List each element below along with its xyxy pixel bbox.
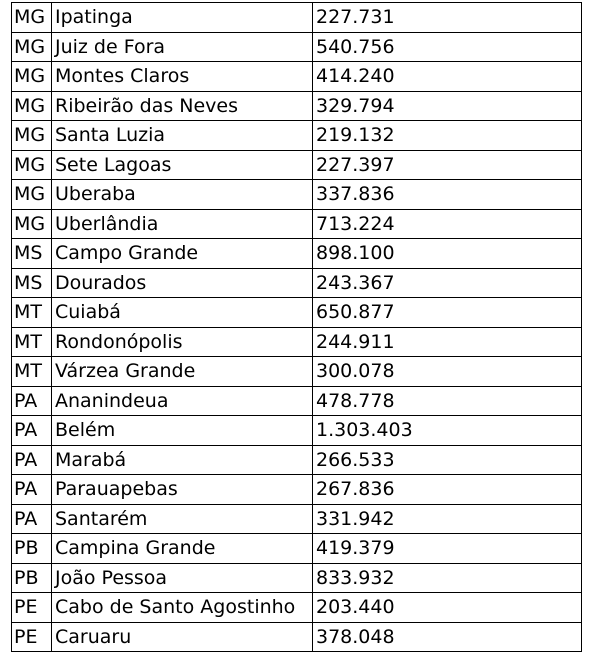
population-cell[interactable]: 219.132 (313, 121, 582, 151)
city-cell[interactable]: Montes Claros (52, 62, 313, 92)
table-row[interactable] (12, 91, 582, 121)
table-row[interactable] (12, 121, 582, 151)
table-row[interactable] (12, 62, 582, 92)
table-row[interactable] (12, 475, 582, 505)
state-cell[interactable]: MG (12, 209, 52, 239)
state-cell[interactable]: MG (12, 150, 52, 180)
city-cell[interactable]: Caruaru (52, 622, 313, 652)
table-row[interactable] (12, 239, 582, 269)
table-row[interactable] (12, 327, 582, 357)
state-cell[interactable]: MS (12, 268, 52, 298)
city-cell[interactable]: Ribeirão das Neves (52, 91, 313, 121)
city-cell[interactable]: Santarém (52, 504, 313, 534)
state-cell[interactable]: PA (12, 416, 52, 446)
state-cell[interactable]: PE (12, 593, 52, 623)
table-row[interactable] (12, 386, 582, 416)
table-row[interactable] (12, 357, 582, 387)
state-cell[interactable]: MG (12, 91, 52, 121)
table-row[interactable] (12, 622, 582, 652)
table-row[interactable] (12, 150, 582, 180)
population-cell[interactable]: 227.731 (313, 3, 582, 33)
population-cell[interactable]: 203.440 (313, 593, 582, 623)
table-row[interactable] (12, 180, 582, 210)
state-cell[interactable]: PA (12, 475, 52, 505)
population-cell[interactable]: 414.240 (313, 62, 582, 92)
population-cell[interactable]: 337.836 (313, 180, 582, 210)
state-cell[interactable]: MG (12, 62, 52, 92)
population-cell[interactable]: 244.911 (313, 327, 582, 357)
table-row[interactable] (12, 32, 582, 62)
city-cell[interactable]: Uberlândia (52, 209, 313, 239)
population-cell[interactable]: 329.794 (313, 91, 582, 121)
state-cell[interactable]: MG (12, 32, 52, 62)
state-cell[interactable]: MG (12, 3, 52, 33)
state-cell[interactable]: PA (12, 445, 52, 475)
table-row[interactable] (12, 3, 582, 33)
table-row[interactable] (12, 563, 582, 593)
city-cell[interactable]: Dourados (52, 268, 313, 298)
population-cell[interactable]: 650.877 (313, 298, 582, 328)
city-cell[interactable]: Marabá (52, 445, 313, 475)
table-row[interactable] (12, 209, 582, 239)
city-cell[interactable]: Santa Luzia (52, 121, 313, 151)
population-cell[interactable]: 1.303.403 (313, 416, 582, 446)
population-cell[interactable]: 898.100 (313, 239, 582, 269)
state-cell[interactable]: MT (12, 327, 52, 357)
city-cell[interactable]: Uberaba (52, 180, 313, 210)
state-cell[interactable]: MS (12, 239, 52, 269)
table-row[interactable] (12, 416, 582, 446)
state-cell[interactable]: PE (12, 622, 52, 652)
table-row[interactable] (12, 534, 582, 564)
population-cell[interactable]: 833.932 (313, 563, 582, 593)
table-row[interactable] (12, 268, 582, 298)
state-cell[interactable]: MG (12, 121, 52, 151)
table-row[interactable] (12, 593, 582, 623)
population-cell[interactable]: 713.224 (313, 209, 582, 239)
population-cell[interactable]: 243.367 (313, 268, 582, 298)
city-cell[interactable]: João Pessoa (52, 563, 313, 593)
state-cell[interactable]: PB (12, 563, 52, 593)
state-cell[interactable]: PA (12, 504, 52, 534)
city-cell[interactable]: Ipatinga (52, 3, 313, 33)
city-cell[interactable]: Campina Grande (52, 534, 313, 564)
table-row[interactable] (12, 445, 582, 475)
city-population-table (11, 2, 582, 652)
state-cell[interactable]: MT (12, 298, 52, 328)
state-cell[interactable]: MG (12, 180, 52, 210)
table-row[interactable] (12, 504, 582, 534)
city-cell[interactable]: Rondonópolis (52, 327, 313, 357)
table-body (12, 3, 582, 652)
city-cell[interactable]: Campo Grande (52, 239, 313, 269)
population-cell[interactable]: 331.942 (313, 504, 582, 534)
city-cell[interactable]: Sete Lagoas (52, 150, 313, 180)
state-cell[interactable]: PA (12, 386, 52, 416)
city-cell[interactable]: Cabo de Santo Agostinho (52, 593, 313, 623)
population-cell[interactable]: 419.379 (313, 534, 582, 564)
city-cell[interactable]: Cuiabá (52, 298, 313, 328)
city-cell[interactable]: Belém (52, 416, 313, 446)
city-cell[interactable]: Ananindeua (52, 386, 313, 416)
population-cell[interactable]: 227.397 (313, 150, 582, 180)
population-cell[interactable]: 378.048 (313, 622, 582, 652)
population-cell[interactable]: 267.836 (313, 475, 582, 505)
city-cell[interactable]: Juiz de Fora (52, 32, 313, 62)
table-row[interactable] (12, 298, 582, 328)
population-cell[interactable]: 266.533 (313, 445, 582, 475)
state-cell[interactable]: PB (12, 534, 52, 564)
city-cell[interactable]: Várzea Grande (52, 357, 313, 387)
population-cell[interactable]: 540.756 (313, 32, 582, 62)
population-cell[interactable]: 478.778 (313, 386, 582, 416)
population-cell[interactable]: 300.078 (313, 357, 582, 387)
city-cell[interactable]: Parauapebas (52, 475, 313, 505)
state-cell[interactable]: MT (12, 357, 52, 387)
